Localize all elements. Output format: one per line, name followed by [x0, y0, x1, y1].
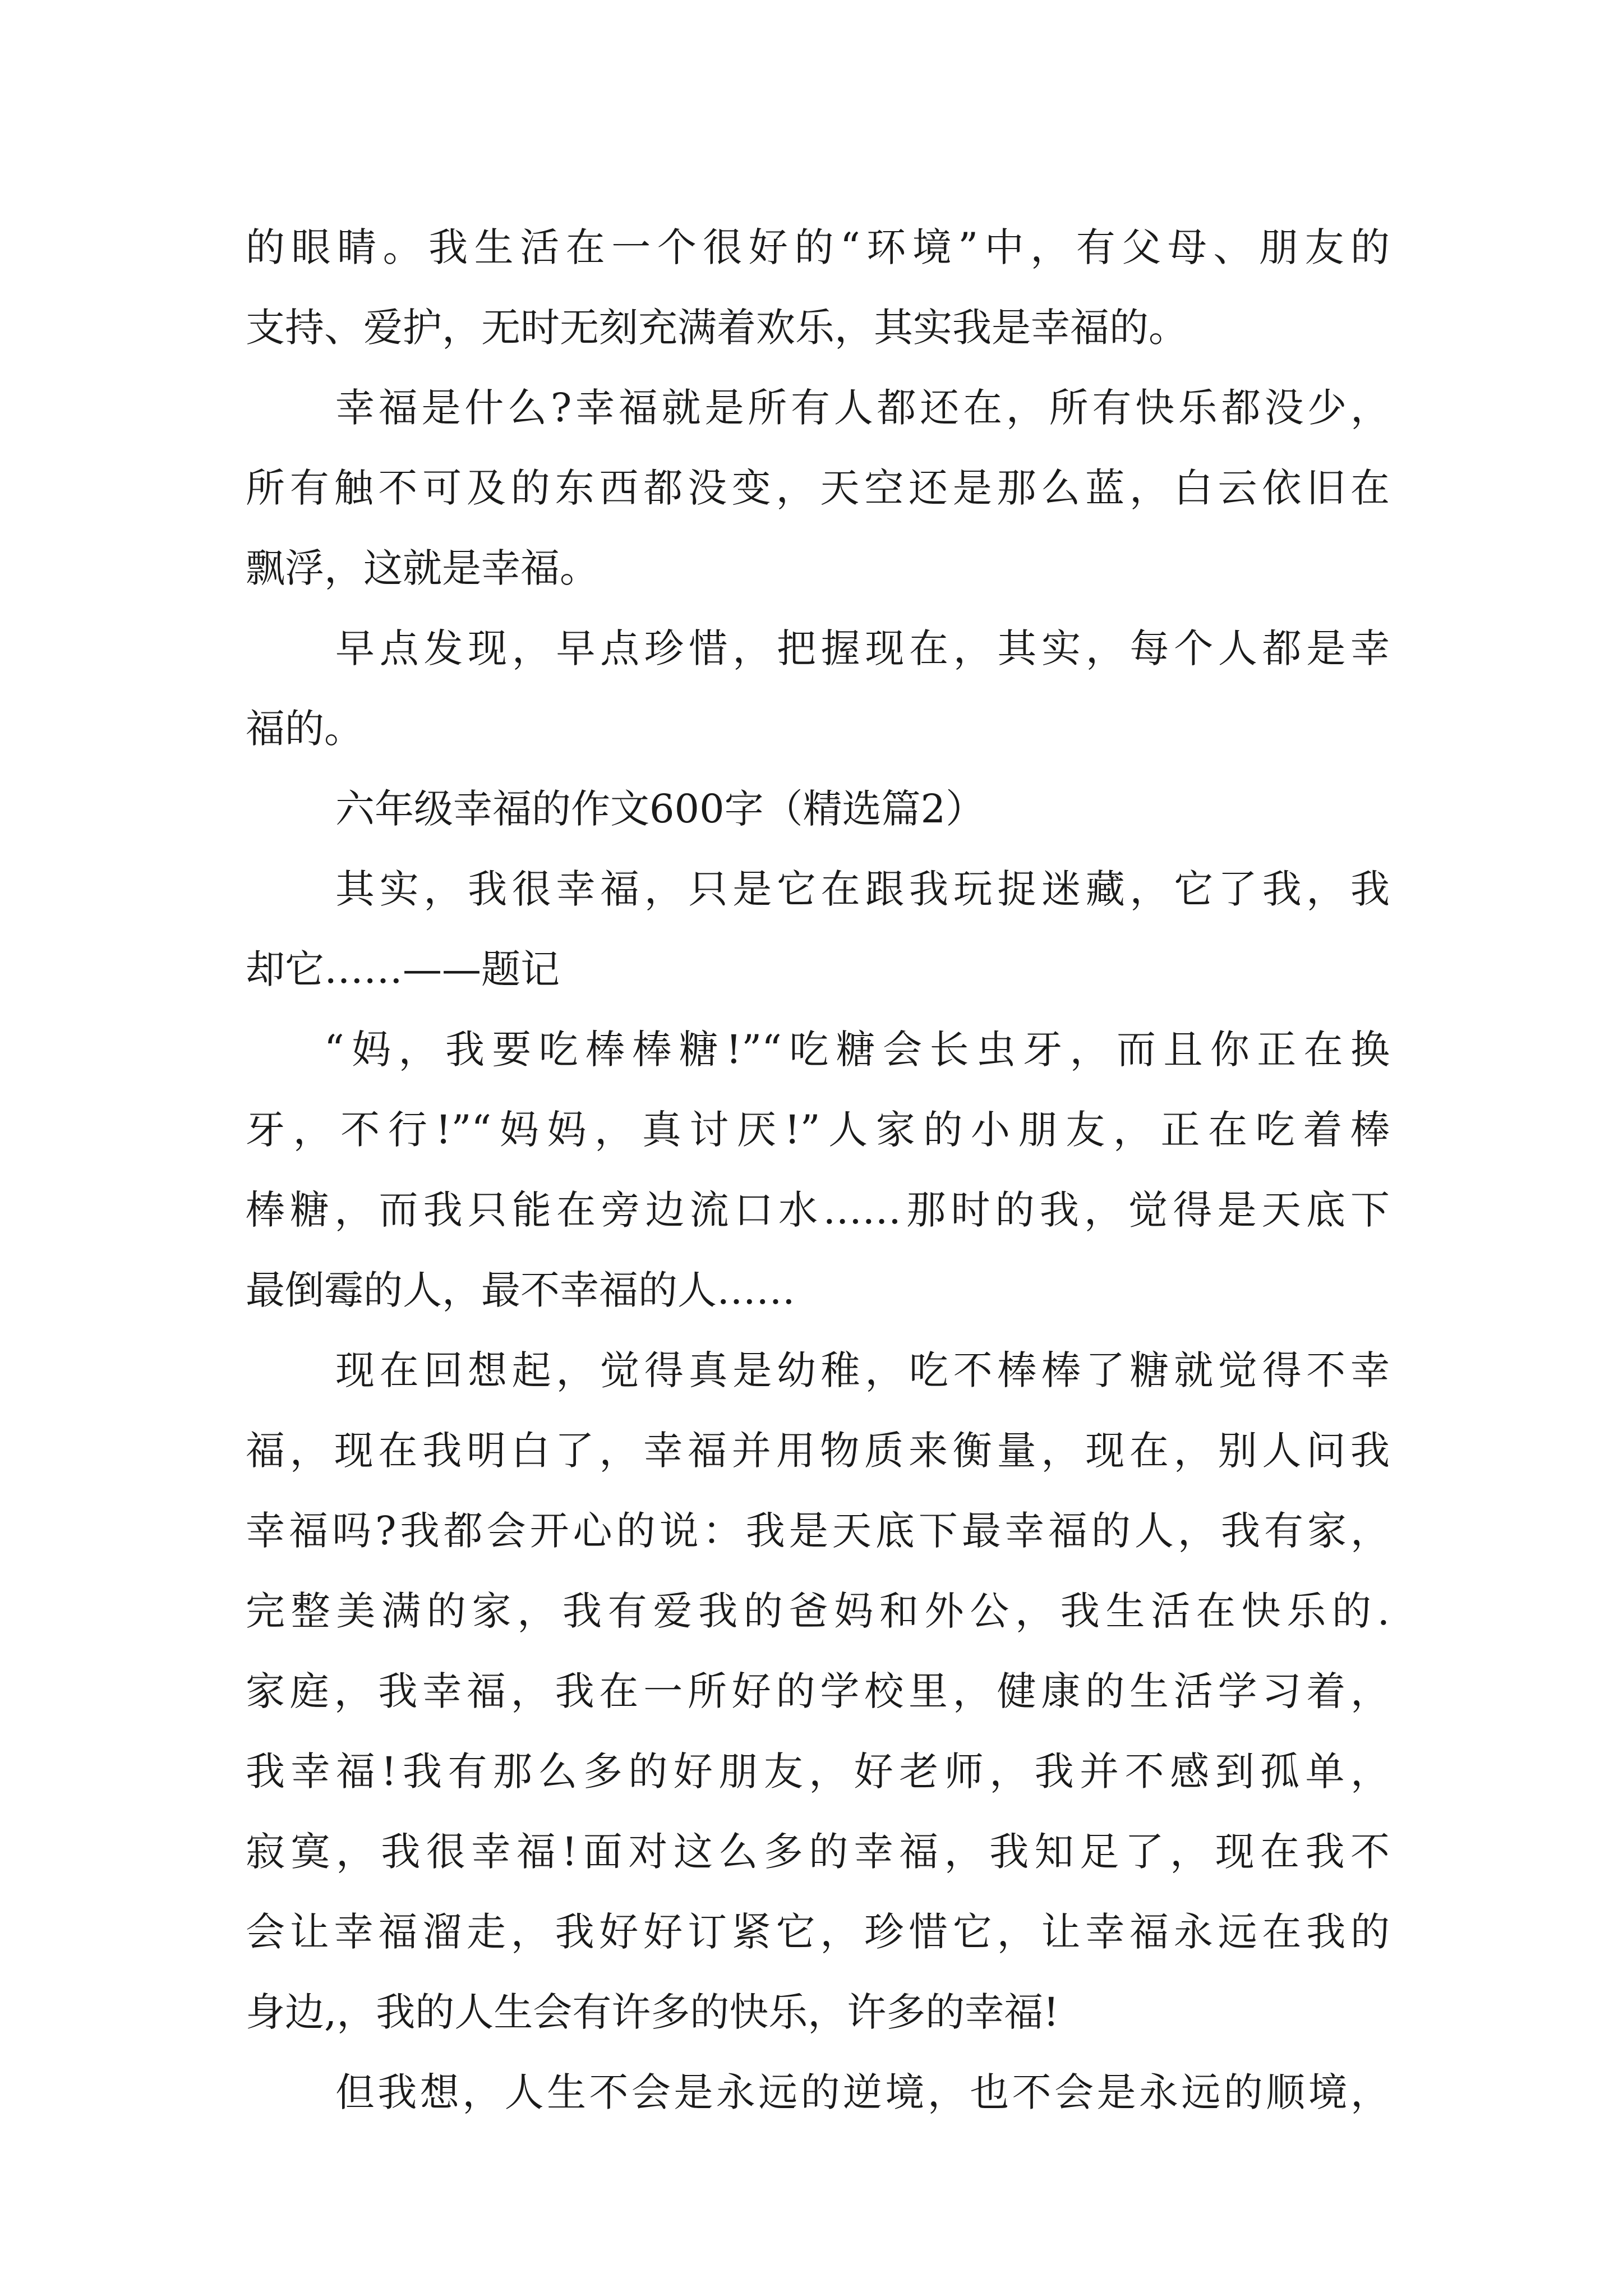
text-line: 飘浮，这就是幸福。 [246, 545, 599, 591]
text-line: 牙，不行!”“妈妈，真讨厌!”人家的小朋友，正在吃着棒 [246, 1107, 1390, 1153]
text-line: “妈，我要吃棒棒糖!”“吃糖会长虫牙，而且你正在换 [324, 1027, 1390, 1073]
text-line: 我幸福!我有那么多的好朋友，好老师，我并不感到孤单， [246, 1749, 1390, 1795]
text-line: 家庭，我幸福，我在一所好的学校里，健康的生活学习着， [246, 1668, 1390, 1714]
text-line: 身边,，我的人生会有许多的快乐，许多的幸福! [246, 1989, 1059, 2035]
text-line: 其实，我很幸福，只是它在跟我玩捉迷藏，它了我，我 [335, 866, 1390, 912]
text-line: 却它……——题记 [246, 946, 560, 992]
section-heading: 六年级幸福的作文600字（精选篇2） [335, 786, 985, 832]
text-line: 会让幸福溜走，我好好订紧它，珍惜它，让幸福永远在我的 [246, 1909, 1390, 1955]
text-line: 棒糖，而我只能在旁边流口水……那时的我，觉得是天底下 [246, 1187, 1390, 1233]
text-line: 幸福吗?我都会开心的说：我是天底下最幸福的人，我有家， [246, 1508, 1390, 1554]
text-line: 寂寞，我很幸福!面对这么多的幸福，我知足了，现在我不 [246, 1829, 1390, 1875]
text-line: 所有触不可及的东西都没变，天空还是那么蓝，白云依旧在 [246, 465, 1390, 511]
text-line: 福，现在我明白了，幸福并用物质来衡量，现在，别人问我 [246, 1428, 1390, 1474]
document-body-text [246, 208, 1390, 2133]
text-line: 早点发现，早点珍惜，把握现在，其实，每个人都是幸 [335, 625, 1390, 671]
text-line: 完整美满的家，我有爱我的爸妈和外公，我生活在快乐的. [246, 1588, 1390, 1634]
text-line: 幸福是什么?幸福就是所有人都还在，所有快乐都没少， [335, 385, 1390, 431]
text-line: 福的。 [246, 706, 363, 752]
text-line: 现在回想起，觉得真是幼稚，吃不棒棒了糖就觉得不幸 [335, 1347, 1390, 1393]
text-line: 支持、爱护，无时无刻充满着欢乐，其实我是幸福的。 [246, 305, 1188, 351]
text-line: 最倒霉的人，最不幸福的人…… [246, 1267, 795, 1313]
text-line: 但我想，人生不会是永远的逆境，也不会是永远的顺境， [335, 2069, 1390, 2115]
text-line: 的眼睛。我生活在一个很好的“环境”中，有父母、朋友的 [246, 224, 1390, 270]
